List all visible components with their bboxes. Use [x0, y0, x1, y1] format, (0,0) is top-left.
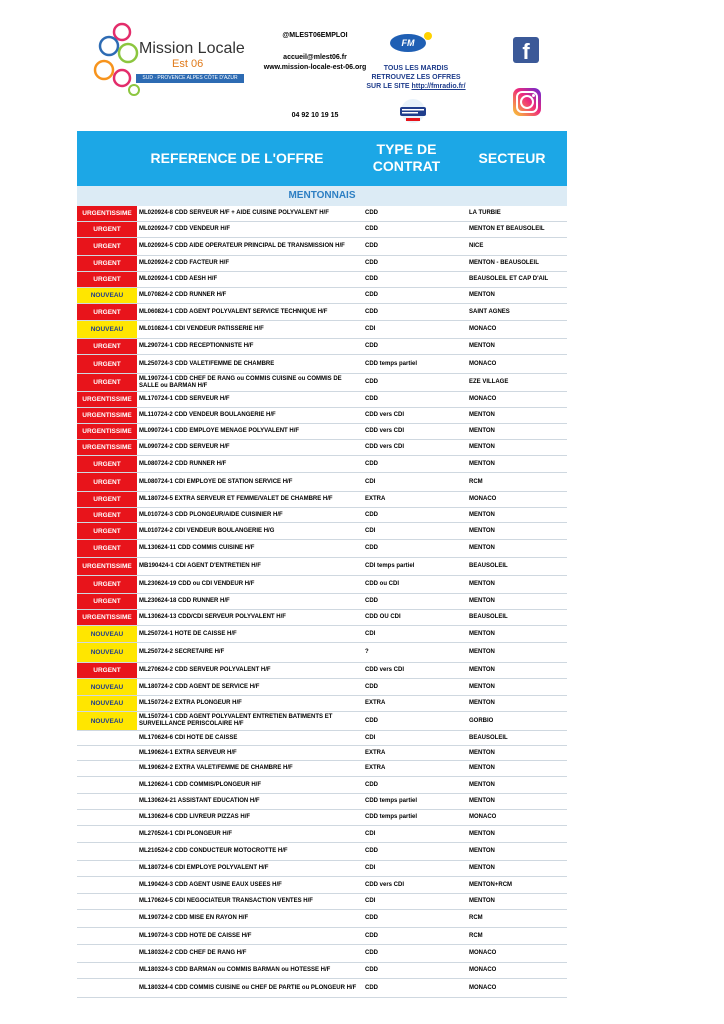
sector: MENTON+RCM	[469, 881, 513, 888]
contract-type: CDI	[365, 630, 376, 637]
table-row	[77, 963, 567, 979]
table-row	[77, 440, 567, 456]
sector: MENTON	[469, 781, 495, 788]
offer-reference: ML250724-2 SECRETAIRE H/F	[139, 649, 225, 655]
offer-reference: ML180324-4 CDD COMMIS CUISINE ou CHEF DE PARTIE ou PLONGEUR H/F	[139, 984, 357, 991]
column-header-contract-type: TYPE DE CONTRAT	[372, 141, 441, 174]
contract-type: CDD	[365, 260, 378, 266]
status-badge	[77, 877, 137, 893]
offer-reference: ML020924-1 CDD AESH H/F	[139, 276, 218, 282]
contract-type: CDI	[365, 898, 376, 904]
sector: MONACO	[469, 950, 497, 956]
contract-type: CDI	[365, 830, 376, 837]
table-row	[77, 679, 567, 696]
table-row	[77, 777, 567, 794]
table-row	[77, 894, 567, 910]
table-row	[77, 424, 567, 440]
offer-reference: ML130624-6 CDD LIVREUR PIZZAS H/F	[139, 814, 251, 820]
status-badge	[77, 928, 137, 944]
contract-type: CDI	[365, 527, 376, 534]
table-row	[77, 256, 567, 272]
offer-reference: ML180724-2 CDD AGENT DE SERVICE H/F	[139, 683, 260, 690]
table-row	[77, 794, 567, 810]
offer-reference: ML270524-1 CDI PLONGEUR H/F	[139, 830, 233, 837]
status-badge	[77, 746, 137, 760]
contract-type: CDD	[365, 226, 378, 232]
offer-reference: ML290724-1 CDD RECEPTIONNISTE H/F	[139, 343, 254, 349]
offer-reference: ML010724-2 CDI VENDEUR BOULANGERIE H/G	[139, 527, 275, 534]
offer-reference: ML090724-2 CDD SERVEUR H/F	[139, 444, 230, 450]
status-badge: URGENT	[77, 456, 137, 472]
contract-type: CDD	[365, 984, 378, 991]
contract-type: EXTRA	[365, 765, 386, 771]
sector: MENTON	[469, 527, 495, 534]
sector: RCM	[469, 478, 483, 485]
logo-title: Mission Locale	[139, 40, 245, 57]
offer-reference: ML230624-19 CDD ou CDI VENDEUR H/F	[139, 581, 255, 587]
sector: MENTON	[469, 667, 495, 673]
table-row	[77, 540, 567, 558]
sector: MENTON	[469, 460, 495, 467]
status-badge: URGENT	[77, 492, 137, 507]
offer-reference: ML250724-3 CDD VALET/FEMME DE CHAMBRE	[139, 360, 275, 367]
instagram-icon[interactable]	[513, 88, 541, 116]
status-badge	[77, 761, 137, 776]
offer-reference: ML080724-2 CDD RUNNER H/F	[139, 460, 227, 467]
offer-reference: ML170724-1 CDD SERVEUR H/F	[139, 396, 230, 402]
contract-type: CDD vers CDI	[365, 444, 405, 450]
offer-reference: ML130624-13 CDD/CDI SERVEUR POLYVALENT H/F	[139, 614, 286, 620]
sector: MENTON	[469, 292, 495, 298]
offer-reference: ML010824-1 CDI VENDEUR PATISSERIE H/F	[139, 326, 264, 332]
sector: GORBIO	[469, 717, 494, 724]
table-row	[77, 826, 567, 843]
sector: MONACO	[469, 396, 497, 402]
contract-type: CDD vers CDI	[365, 667, 405, 673]
offer-reference: ML020924-5 CDD AIDE OPERATEUR PRINCIPAL DE TRANSMISSION H/F	[139, 243, 345, 249]
sector: MENTON	[469, 749, 495, 756]
contract-type: CDD temps partiel	[365, 814, 418, 820]
offer-reference: ML090724-1 CDD EMPLOYE MENAGE POLYVALENT H/F	[139, 428, 300, 434]
contract-type: CDI	[365, 865, 376, 871]
sector: MENTON	[469, 428, 495, 434]
mission-locale-logo	[92, 20, 245, 108]
status-badge: URGENT	[77, 272, 137, 287]
contract-type: CDD	[365, 717, 378, 724]
status-badge: URGENT	[77, 576, 137, 593]
table-row	[77, 523, 567, 540]
status-badge	[77, 843, 137, 860]
offer-reference: ML250724-1 HOTE DE CAISSE H/F	[139, 630, 237, 637]
sector: MENTON	[469, 798, 495, 804]
contract-type: CDD ou CDI	[365, 581, 399, 587]
sector: MENTON ET BEAUSOLEIL	[469, 226, 545, 232]
status-badge: URGENTISSIME	[77, 206, 137, 221]
contract-type: EXTRA	[365, 496, 386, 502]
contract-type: CDD	[365, 379, 378, 385]
contract-type: CDD	[365, 343, 378, 349]
contract-type: EXTRA	[365, 749, 386, 756]
svg-text:FM: FM	[401, 38, 415, 48]
sector: MENTON	[469, 598, 495, 604]
table-row	[77, 304, 567, 321]
table-row	[77, 355, 567, 374]
contract-type: CDD	[365, 210, 378, 216]
sector: BEAUSOLEIL	[469, 734, 508, 741]
status-badge: URGENTISSIME	[77, 424, 137, 439]
table-row	[77, 558, 567, 576]
table-row	[77, 238, 567, 256]
sector: MENTON	[469, 765, 495, 771]
offer-reference: ML060824-1 CDD AGENT POLYVALENT SERVICE TECHNIQUE H/F	[139, 308, 328, 315]
table-row	[77, 272, 567, 288]
radio-line-1: TOUS LES MARDIS	[383, 65, 449, 72]
sector: RCM	[469, 915, 483, 921]
sector: MONACO	[469, 326, 497, 332]
offer-reference: ML190724-2 CDD MISE EN RAYON H/F	[139, 915, 249, 921]
sector: EZE VILLAGE	[469, 379, 509, 385]
offer-reference: ML170624-6 CDI HOTE DE CAISSE	[139, 734, 238, 741]
table-row	[77, 979, 567, 998]
sector: MENTON	[469, 830, 495, 837]
sector: MONACO	[469, 814, 497, 820]
contract-type: CDD	[365, 396, 378, 402]
status-badge	[77, 826, 137, 842]
status-badge: NOUVEAU	[77, 712, 137, 730]
radio-line-2: RETROUVEZ LES OFFRES	[371, 74, 461, 81]
offer-reference: ML190624-2 EXTRA VALET/FEMME DE CHAMBRE H/F	[139, 765, 293, 771]
status-badge	[77, 963, 137, 978]
offer-reference: ML150724-2 EXTRA PLONGEUR H/F	[139, 700, 242, 706]
table-row	[77, 746, 567, 761]
table-row	[77, 408, 567, 424]
table-row	[77, 861, 567, 877]
sector: MENTON	[469, 511, 495, 518]
offer-reference: ML130624-11 CDD COMMIS CUISINE H/F	[139, 545, 255, 551]
offer-reference: ML080724-1 CDI EMPLOYE DE STATION SERVICE H/F	[139, 478, 293, 485]
status-badge	[77, 731, 137, 745]
status-badge: NOUVEAU	[77, 643, 137, 662]
table-row	[77, 321, 567, 339]
sector: MENTON	[469, 848, 495, 854]
sector: NICE	[469, 243, 484, 249]
logo-subtitle: Est 06	[172, 58, 204, 70]
contract-type: CDD	[365, 915, 378, 921]
contract-type: CDD OU CDI	[365, 614, 401, 620]
website-link[interactable]: www.mission-locale-est-06.org	[263, 64, 367, 71]
column-header-sector: SECTEUR	[478, 150, 546, 166]
offer-reference: ML110724-2 CDD VENDEUR BOULANGERIE H/F	[139, 412, 276, 418]
status-badge: URGENT	[77, 508, 137, 522]
offer-reference: ML150724-1 CDD AGENT POLYVALENT ENTRETIEN BATIMENTS ET SURVEILLANCE PERISCOLAIRE H/F	[139, 714, 333, 727]
status-badge	[77, 910, 137, 927]
status-badge	[77, 794, 137, 809]
status-badge: URGENT	[77, 222, 137, 237]
table-row	[77, 339, 567, 355]
offer-reference: ML070824-2 CDD RUNNER H/F	[139, 292, 227, 298]
status-badge: URGENT	[77, 355, 137, 373]
contract-type: CDD	[365, 683, 378, 690]
contract-type: CDD	[365, 932, 378, 939]
table-row	[77, 928, 567, 945]
status-badge: URGENTISSIME	[77, 408, 137, 423]
sector: MENTON	[469, 412, 495, 418]
status-badge: URGENT	[77, 256, 137, 271]
logo-band: SUD · PROVENCE ALPES CÔTE D'AZUR	[136, 74, 244, 83]
contract-type: CDI temps partiel	[365, 563, 415, 569]
sector: MENTON - BEAUSOLEIL	[469, 260, 539, 266]
offer-reference: ML010724-3 CDD PLONGEUR/AIDE CUISINIER H/F	[139, 511, 283, 518]
status-badge: URGENTISSIME	[77, 392, 137, 407]
offer-reference: MB190424-1 CDI AGENT D'ENTRETIEN H/F	[139, 563, 261, 569]
sector: BEAUSOLEIL	[469, 563, 508, 569]
sector: MENTON	[469, 581, 495, 587]
status-badge: NOUVEAU	[77, 626, 137, 642]
table-row	[77, 594, 567, 610]
offer-reference: ML270624-2 CDD SERVEUR POLYVALENT H/F	[139, 667, 271, 673]
logo-circles-icon	[92, 20, 140, 100]
status-badge: URGENT	[77, 473, 137, 491]
sector: MENTON	[469, 630, 495, 637]
contract-type: CDD	[365, 848, 378, 854]
sector: BEAUSOLEIL ET CAP D'AIL	[469, 276, 549, 282]
radio-line-3-text: SUR LE SITE	[366, 83, 410, 90]
status-badge	[77, 979, 137, 997]
contract-type: CDD	[365, 967, 378, 973]
contract-type: CDD temps partiel	[365, 360, 418, 367]
offer-reference: ML180324-3 CDD BARMAN ou COMMIS BARMAN ou HOTESSE H/F	[139, 967, 331, 973]
radio-line-3	[356, 82, 476, 91]
contract-type: CDD	[365, 598, 378, 604]
contract-type: CDD	[365, 460, 378, 467]
sector: RCM	[469, 932, 483, 939]
status-badge: URGENTISSIME	[77, 558, 137, 575]
contract-type: CDD	[365, 950, 378, 956]
contract-type: CDI	[365, 478, 376, 485]
table-row	[77, 731, 567, 746]
sector: MENTON	[469, 898, 495, 904]
top-ride-logo-icon	[396, 98, 430, 124]
table-row	[77, 761, 567, 777]
table-row	[77, 877, 567, 894]
offer-reference: ML190724-1 CDD CHEF DE RANG ou COMMIS CUISINE ou COMMIS DE SALLE ou BARMAN H/F	[139, 375, 342, 389]
offer-reference: ML170624-5 CDI NEGOCIATEUR TRANSACTION VENTES H/F	[139, 898, 313, 904]
offer-reference: ML020924-8 CDD SERVEUR H/F + AIDE CUISINE POLYVALENT H/F	[139, 210, 329, 216]
table-row	[77, 712, 567, 731]
table-row	[77, 626, 567, 643]
table-row	[77, 492, 567, 508]
status-badge: URGENT	[77, 339, 137, 354]
table-row	[77, 288, 567, 304]
offer-reference: ML180724-6 CDI EMPLOYE POLYVALENT H/F	[139, 865, 269, 871]
offer-reference: ML190424-3 CDD AGENT USINE EAUX USEES H/F	[139, 881, 282, 888]
status-badge: NOUVEAU	[77, 321, 137, 338]
status-badge: URGENT	[77, 238, 137, 255]
status-badge: URGENT	[77, 663, 137, 678]
status-badge	[77, 894, 137, 909]
status-badge: URGENTISSIME	[77, 440, 137, 455]
contract-type: CDD vers CDI	[365, 412, 405, 418]
status-badge: NOUVEAU	[77, 288, 137, 303]
contract-type: CDD	[365, 545, 378, 551]
offer-reference: ML230624-18 CDD RUNNER H/F	[139, 598, 230, 604]
status-badge: URGENT	[77, 540, 137, 557]
email-link[interactable]: accueil@mlest06.fr	[283, 54, 347, 61]
social-handle: @MLEST06EMPLOI	[282, 32, 348, 39]
sector: BEAUSOLEIL	[469, 614, 508, 620]
facebook-icon[interactable]: f	[513, 37, 539, 63]
status-badge	[77, 861, 137, 876]
table-row	[77, 945, 567, 963]
phone-number: 04 92 10 19 15	[291, 112, 339, 119]
sector: MONACO	[469, 360, 497, 367]
section-title: MENTONNAIS	[77, 186, 567, 206]
radio-announcement	[356, 64, 476, 91]
table-row	[77, 508, 567, 523]
offer-reference: ML180724-5 EXTRA SERVEUR ET FEMME/VALET DE CHAMBRE H/F	[139, 496, 333, 502]
status-badge: URGENTISSIME	[77, 610, 137, 625]
sector: MONACO	[469, 496, 497, 502]
table-row	[77, 576, 567, 594]
contract-type: CDD	[365, 511, 378, 518]
contract-type: CDD	[365, 243, 378, 249]
sector: MENTON	[469, 865, 495, 871]
contract-type: ?	[365, 649, 369, 655]
table-row	[77, 222, 567, 238]
status-badge: URGENT	[77, 523, 137, 539]
table-row	[77, 473, 567, 492]
contract-type: EXTRA	[365, 700, 386, 706]
offer-reference: ML130624-21 ASSISTANT EDUCATION H/F	[139, 798, 260, 804]
sector: MENTON	[469, 700, 495, 706]
radio-site-link[interactable]: http://fmradio.fr/	[411, 83, 466, 90]
contract-type: CDI	[365, 734, 376, 741]
sector: LA TURBIE	[469, 210, 501, 216]
status-badge	[77, 777, 137, 793]
status-badge: URGENT	[77, 304, 137, 320]
sector: MENTON	[469, 343, 495, 349]
contract-type: CDD	[365, 781, 378, 788]
contract-type: CDD vers CDI	[365, 428, 405, 434]
table-row	[77, 206, 567, 222]
contract-type: CDD	[365, 308, 378, 315]
offer-reference: ML190624-1 EXTRA SERVEUR H/F	[139, 749, 237, 756]
table-header	[77, 131, 567, 186]
fm-radio-logo-icon	[388, 30, 436, 54]
table-row	[77, 392, 567, 408]
sector: MENTON	[469, 649, 495, 655]
table-row	[77, 456, 567, 473]
column-header-reference: REFERENCE DE L'OFFRE	[150, 150, 324, 166]
table-row	[77, 374, 567, 392]
table-row	[77, 663, 567, 679]
table-row	[77, 610, 567, 626]
table-row	[77, 843, 567, 861]
offer-reference: ML210524-2 CDD CONDUCTEUR MOTOCROTTE H/F	[139, 848, 288, 854]
sector: MONACO	[469, 984, 497, 991]
table-row	[77, 643, 567, 663]
offer-reference: ML120624-1 CDD COMMIS/PLONGEUR H/F	[139, 781, 262, 788]
contract-type: CDD vers CDI	[365, 881, 405, 888]
status-badge: NOUVEAU	[77, 679, 137, 695]
offer-reference: ML180324-2 CDD CHEF DE RANG H/F	[139, 950, 247, 956]
offer-reference: ML190724-3 CDD HOTE DE CAISSE H/F	[139, 932, 252, 939]
job-offers-table	[77, 206, 567, 998]
contract-type: CDD	[365, 292, 378, 298]
status-badge	[77, 810, 137, 825]
offer-reference: ML020924-7 CDD VENDEUR H/F	[139, 226, 231, 232]
status-badge: NOUVEAU	[77, 696, 137, 711]
sector: MONACO	[469, 967, 497, 973]
contract-type: CDD	[365, 276, 378, 282]
offer-reference: ML020924-2 CDD FACTEUR H/F	[139, 260, 230, 266]
sector: MENTON	[469, 444, 495, 450]
table-row	[77, 696, 567, 712]
table-row	[77, 910, 567, 928]
contract-type: CDI	[365, 326, 376, 332]
status-badge	[77, 945, 137, 962]
status-badge: URGENT	[77, 374, 137, 391]
sector: SAINT AGNES	[469, 308, 510, 315]
sector: MENTON	[469, 545, 495, 551]
contract-type: CDD temps partiel	[365, 798, 418, 804]
status-badge: URGENT	[77, 594, 137, 609]
table-row	[77, 810, 567, 826]
sector: MENTON	[469, 683, 495, 690]
